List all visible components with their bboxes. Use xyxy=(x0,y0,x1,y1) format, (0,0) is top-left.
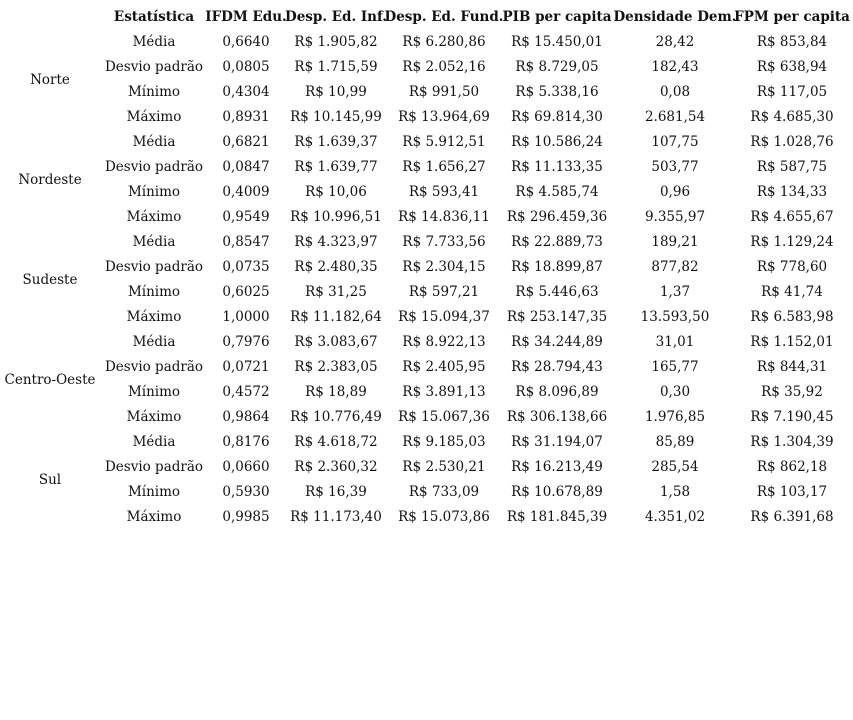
table-cell: 0,6640 xyxy=(222,34,270,50)
table-cell: R$ 10.776,49 xyxy=(290,409,382,425)
table-cell: R$ 28.794,43 xyxy=(511,359,603,375)
table-cell: R$ 10.996,51 xyxy=(290,209,382,225)
region-label: Sul xyxy=(38,471,62,488)
table-cell: 0,9549 xyxy=(222,209,270,225)
table-cell: R$ 587,75 xyxy=(756,159,828,175)
table-cell: R$ 2.480,35 xyxy=(294,259,378,275)
statistic-label: Média xyxy=(132,234,176,250)
table-cell: R$ 3.891,13 xyxy=(402,384,486,400)
table-cell: R$ 844,31 xyxy=(756,359,828,375)
table-cell: R$ 5.446,63 xyxy=(515,284,599,300)
table-cell: 165,77 xyxy=(651,359,699,375)
table-cell: R$ 117,05 xyxy=(756,84,828,100)
statistic-label: Máximo xyxy=(126,109,182,125)
table-cell: R$ 296.459,36 xyxy=(506,209,608,225)
table-cell: R$ 10.145,99 xyxy=(290,109,382,125)
table-cell: R$ 16,39 xyxy=(305,484,367,500)
table-cell: R$ 6.391,68 xyxy=(750,509,834,525)
table-cell: R$ 4.585,74 xyxy=(515,184,599,200)
table-cell: R$ 11.182,64 xyxy=(290,309,382,325)
table-cell: R$ 15.450,01 xyxy=(511,34,603,50)
region-label: Nordeste xyxy=(18,171,82,188)
table-cell: 285,54 xyxy=(651,459,699,475)
table-cell: 0,9864 xyxy=(222,409,270,425)
table-cell: R$ 41,74 xyxy=(761,284,823,300)
table-cell: R$ 8.922,13 xyxy=(402,334,486,350)
table-cell: R$ 11.173,40 xyxy=(290,509,382,525)
table-cell: R$ 3.083,67 xyxy=(294,334,378,350)
table-cell: 0,4572 xyxy=(222,384,270,400)
table-cell: R$ 1.905,82 xyxy=(294,34,378,50)
table-cell: 4.351,02 xyxy=(644,509,706,525)
table-cell: R$ 14.836,11 xyxy=(398,209,490,225)
statistic-label: Média xyxy=(132,134,176,150)
table-cell: R$ 15.094,37 xyxy=(398,309,490,325)
table-cell: R$ 1.028,76 xyxy=(750,134,834,150)
statistic-label: Mínimo xyxy=(127,384,181,400)
table-cell: R$ 2.052,16 xyxy=(402,59,486,75)
table-cell: 1,58 xyxy=(659,484,691,500)
region-label: Centro-Oeste xyxy=(4,371,96,388)
statistic-label: Mínimo xyxy=(127,284,181,300)
table-cell: R$ 6.280,86 xyxy=(402,34,486,50)
statistic-label: Desvio padrão xyxy=(104,359,204,375)
table-cell: 0,0721 xyxy=(222,359,270,375)
table-cell: R$ 253.147,35 xyxy=(506,309,608,325)
statistic-label: Máximo xyxy=(126,409,182,425)
table-cell: 0,8547 xyxy=(222,234,270,250)
statistic-label: Mínimo xyxy=(127,84,181,100)
table-cell: 0,30 xyxy=(659,384,691,400)
statistic-label: Desvio padrão xyxy=(104,159,204,175)
table-cell: R$ 2.360,32 xyxy=(294,459,378,475)
table-cell: R$ 1.304,39 xyxy=(750,434,834,450)
table-cell: 0,08 xyxy=(659,84,691,100)
table-cell: R$ 13.964,69 xyxy=(398,109,490,125)
table-cell: 85,89 xyxy=(655,434,695,450)
table-cell: R$ 991,50 xyxy=(408,84,480,100)
table-cell: R$ 7.733,56 xyxy=(402,234,486,250)
table-cell: 2.681,54 xyxy=(644,109,706,125)
table-cell: R$ 853,84 xyxy=(756,34,828,50)
table-cell: 0,0735 xyxy=(222,259,270,275)
table-cell: R$ 31,25 xyxy=(305,284,367,300)
table-cell: R$ 11.133,35 xyxy=(511,159,603,175)
table-cell: R$ 10,06 xyxy=(305,184,367,200)
statistic-label: Mínimo xyxy=(127,484,181,500)
table-cell: 0,6025 xyxy=(222,284,270,300)
table-cell: R$ 306.138,66 xyxy=(506,409,608,425)
table-cell: 1,0000 xyxy=(222,309,270,325)
table-cell: R$ 1.656,27 xyxy=(402,159,486,175)
column-header: Desp. Ed. Fund. xyxy=(384,9,504,25)
table-cell: R$ 16.213,49 xyxy=(511,459,603,475)
table-cell: R$ 31.194,07 xyxy=(511,434,603,450)
table-cell: R$ 1.129,24 xyxy=(750,234,834,250)
table-cell: 182,43 xyxy=(651,59,699,75)
table-cell: 503,77 xyxy=(651,159,699,175)
table-cell: 0,4304 xyxy=(222,84,270,100)
table-cell: 189,21 xyxy=(651,234,699,250)
statistic-label: Desvio padrão xyxy=(104,259,204,275)
table-cell: 0,8931 xyxy=(222,109,270,125)
table-cell: 1,37 xyxy=(659,284,691,300)
table-cell: R$ 18,89 xyxy=(305,384,367,400)
table-cell: R$ 15.073,86 xyxy=(398,509,490,525)
column-header: Desp. Ed. Inf. xyxy=(284,9,388,25)
table-cell: R$ 9.185,03 xyxy=(402,434,486,450)
table-cell: 0,0660 xyxy=(222,459,270,475)
statistic-label: Máximo xyxy=(126,509,182,525)
table-cell: R$ 2.405,95 xyxy=(402,359,486,375)
table-cell: 0,96 xyxy=(659,184,691,200)
table-cell: R$ 8.729,05 xyxy=(515,59,599,75)
region-label: Sudeste xyxy=(22,271,78,288)
region-label: Norte xyxy=(30,71,70,88)
table-cell: R$ 5.912,51 xyxy=(402,134,486,150)
table-cell: R$ 2.530,21 xyxy=(402,459,486,475)
table-cell: 877,82 xyxy=(651,259,699,275)
column-header: Densidade Dem. xyxy=(613,9,737,25)
table-cell: 0,9985 xyxy=(222,509,270,525)
table-cell: 28,42 xyxy=(655,34,695,50)
table-cell: R$ 15.067,36 xyxy=(398,409,490,425)
table-cell: R$ 597,21 xyxy=(408,284,480,300)
table-cell: 107,75 xyxy=(651,134,699,150)
table-cell: R$ 5.338,16 xyxy=(515,84,599,100)
statistic-label: Mínimo xyxy=(127,184,181,200)
table-cell: 0,7976 xyxy=(222,334,270,350)
table-cell: R$ 1.152,01 xyxy=(750,334,834,350)
table-cell: R$ 862,18 xyxy=(756,459,828,475)
table-cell: R$ 638,94 xyxy=(756,59,828,75)
column-header: FPM per capita xyxy=(734,9,850,25)
table-cell: 0,0847 xyxy=(222,159,270,175)
column-header: Estatística xyxy=(113,9,195,25)
table-cell: R$ 1.639,37 xyxy=(294,134,378,150)
statistic-label: Máximo xyxy=(126,309,182,325)
table-cell: 0,8176 xyxy=(222,434,270,450)
table-cell: R$ 134,33 xyxy=(756,184,828,200)
table-cell: 13.593,50 xyxy=(640,309,710,325)
table-cell: R$ 4.323,97 xyxy=(294,234,378,250)
table-cell: R$ 4.618,72 xyxy=(294,434,378,450)
table-cell: 0,6821 xyxy=(222,134,270,150)
table-cell: R$ 34.244,89 xyxy=(511,334,603,350)
table-cell: R$ 69.814,30 xyxy=(511,109,603,125)
table-cell: R$ 4.655,67 xyxy=(750,209,834,225)
table-cell: R$ 2.383,05 xyxy=(294,359,378,375)
table-cell: R$ 35,92 xyxy=(761,384,823,400)
table-cell: R$ 2.304,15 xyxy=(402,259,486,275)
table-cell: 9.355,97 xyxy=(644,209,706,225)
table-cell: R$ 22.889,73 xyxy=(511,234,603,250)
table-cell: R$ 7.190,45 xyxy=(750,409,834,425)
table-cell: R$ 10.678,89 xyxy=(511,484,603,500)
table-cell: R$ 10,99 xyxy=(305,84,367,100)
table-cell: R$ 181.845,39 xyxy=(506,509,608,525)
table-cell: R$ 18.899,87 xyxy=(511,259,603,275)
table-cell: R$ 6.583,98 xyxy=(750,309,834,325)
table-cell: 1.976,85 xyxy=(644,409,706,425)
statistic-label: Média xyxy=(132,34,176,50)
table-cell: R$ 778,60 xyxy=(756,259,828,275)
table-cell: 31,01 xyxy=(655,334,695,350)
table-cell: R$ 593,41 xyxy=(408,184,480,200)
statistic-label: Máximo xyxy=(126,209,182,225)
table-cell: R$ 103,17 xyxy=(756,484,828,500)
statistic-label: Desvio padrão xyxy=(104,459,204,475)
table-cell: 0,4009 xyxy=(222,184,270,200)
table-cell: R$ 733,09 xyxy=(408,484,480,500)
statistic-label: Desvio padrão xyxy=(104,59,204,75)
statistic-label: Média xyxy=(132,334,176,350)
table-cell: R$ 8.096,89 xyxy=(515,384,599,400)
table-cell: R$ 4.685,30 xyxy=(750,109,834,125)
table-cell: R$ 1.639,77 xyxy=(294,159,378,175)
table-cell: 0,5930 xyxy=(222,484,270,500)
column-header: IFDM Edu. xyxy=(205,9,287,25)
table-cell: R$ 1.715,59 xyxy=(294,59,378,75)
table-cell: R$ 10.586,24 xyxy=(511,134,603,150)
column-header: PIB per capita xyxy=(502,9,612,25)
statistic-label: Média xyxy=(132,434,176,450)
table-cell: 0,0805 xyxy=(222,59,270,75)
